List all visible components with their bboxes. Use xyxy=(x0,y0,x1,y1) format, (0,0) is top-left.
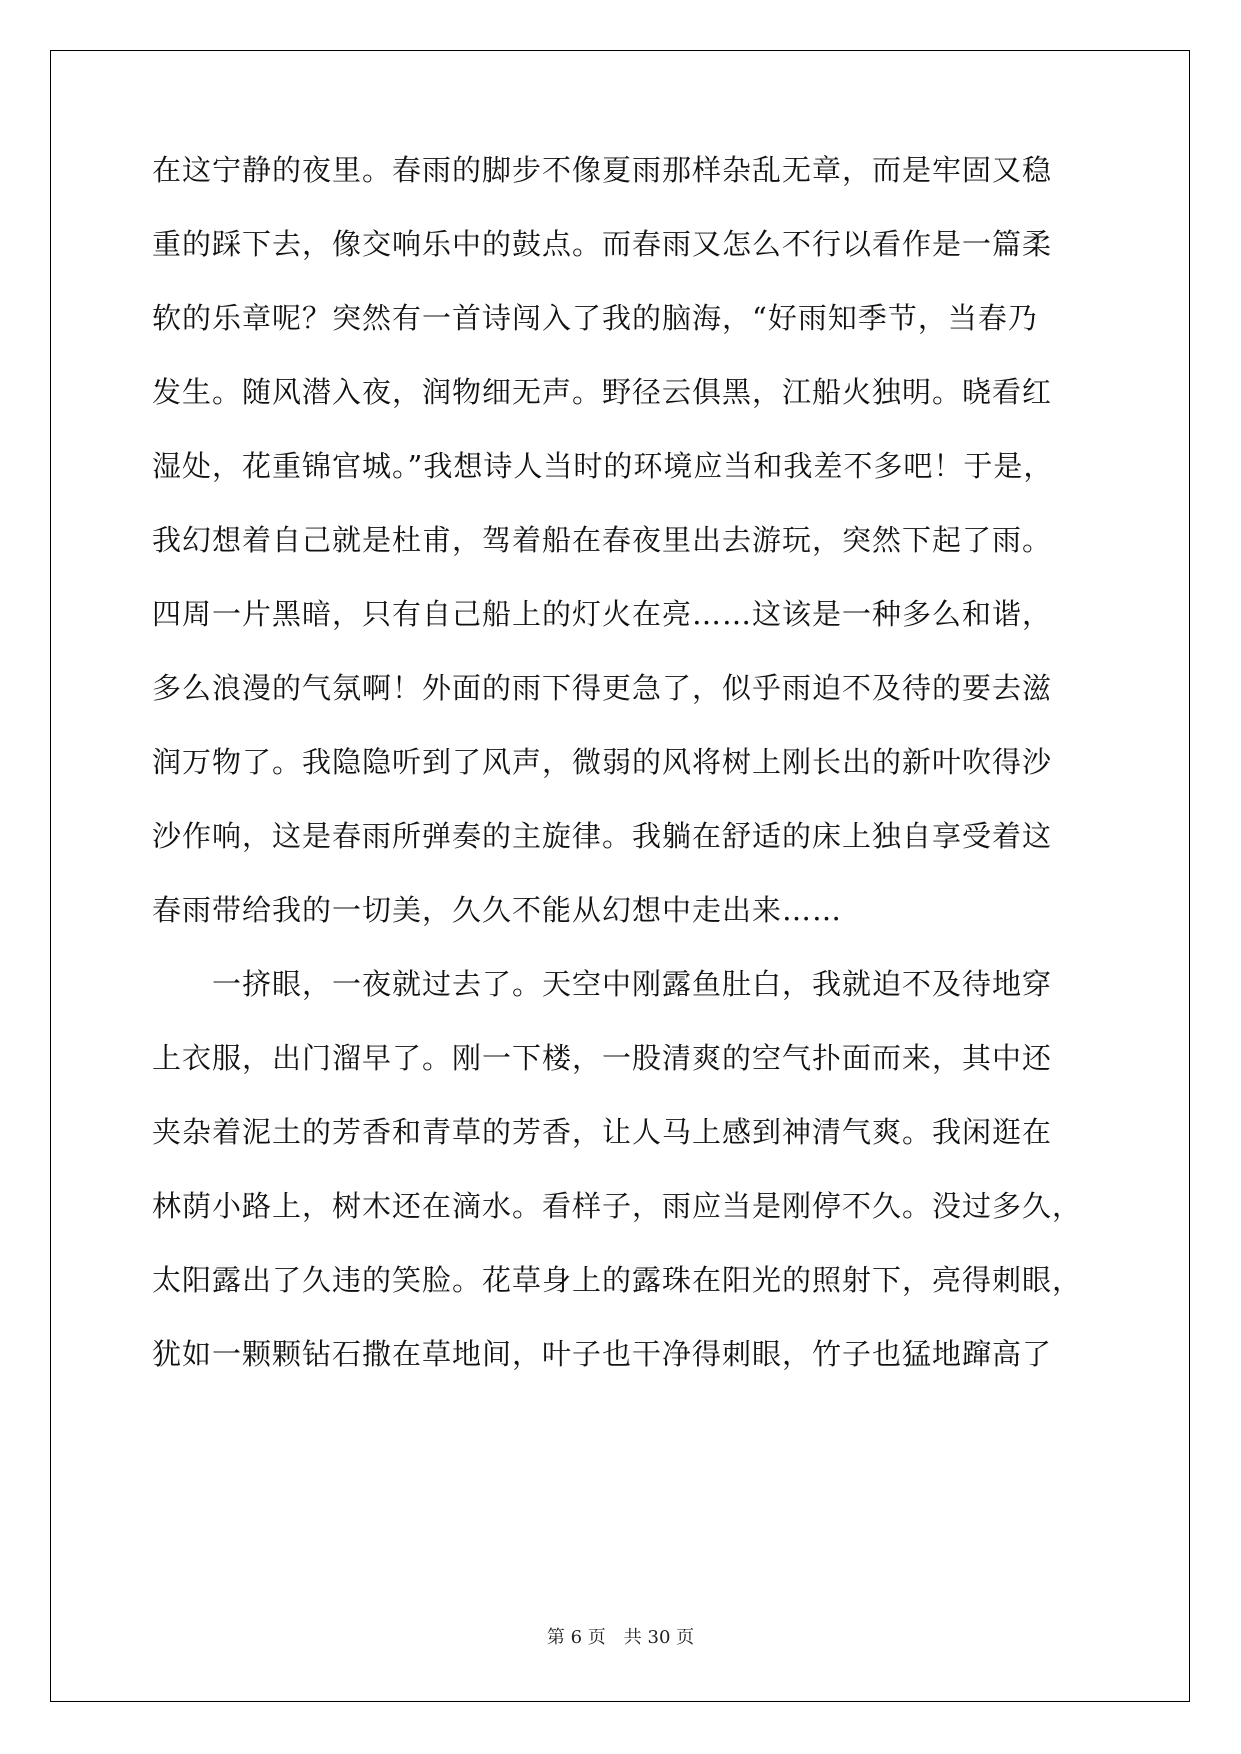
body-text-line-2: 重的踩下去，像交响乐中的鼓点。而春雨又怎么不行以看作是一篇柔 xyxy=(152,227,1053,261)
page-footer xyxy=(0,1628,1241,1648)
body-text-line-9: 润万物了。我隐隐听到了风声，微弱的风将树上刚长出的新叶吹得沙 xyxy=(152,745,1053,779)
body-text-line-4: 发生。随风潜入夜，润物细无声。野径云俱黑，江船火独明。晓看红 xyxy=(152,375,1053,409)
body-text-line-16: 太阳露出了久违的笑脸。花草身上的露珠在阳光的照射下，亮得刺眼， xyxy=(152,1263,1083,1297)
body-text-line-15: 林荫小路上，树木还在滴水。看样子，雨应当是刚停不久。没过多久， xyxy=(152,1189,1083,1223)
page-border xyxy=(50,50,1190,1702)
body-text-line-6: 我幻想着自己就是杜甫，驾着船在春夜里出去游玩，突然下起了雨。 xyxy=(152,523,1053,557)
body-text-line-12: 一挤眼，一夜就过去了。天空中刚露鱼肚白，我就迫不及待地穿 xyxy=(152,967,1053,1001)
body-text-line-5: 湿处，花重锦官城。”我想诗人当时的环境应当和我差不多吧！于是， xyxy=(152,449,1054,483)
body-text-line-7: 四周一片黑暗，只有自己船上的灯火在亮……这该是一种多么和谐， xyxy=(152,597,1053,631)
page-number: 第 6 页 xyxy=(546,1627,606,1648)
body-text-line-10: 沙作响，这是春雨所弹奏的主旋律。我躺在舒适的床上独自享受着这 xyxy=(152,819,1053,853)
body-text-line-14: 夹杂着泥土的芳香和青草的芳香，让人马上感到神清气爽。我闲逛在 xyxy=(152,1115,1053,1149)
body-text-line-13: 上衣服，出门溜早了。刚一下楼，一股清爽的空气扑面而来，其中还 xyxy=(152,1041,1053,1075)
body-text-line-17: 犹如一颗颗钻石撒在草地间，叶子也干净得刺眼，竹子也猛地蹿高了 xyxy=(152,1337,1053,1371)
body-text-line-3: 软的乐章呢？突然有一首诗闯入了我的脑海，“好雨知季节，当春乃 xyxy=(152,301,1038,335)
page-total: 共 30 页 xyxy=(623,1627,695,1648)
body-text-line-1: 在这宁静的夜里。春雨的脚步不像夏雨那样杂乱无章，而是牢固又稳 xyxy=(152,153,1053,187)
body-text-line-8: 多么浪漫的气氛啊！外面的雨下得更急了，似乎雨迫不及待的要去滋 xyxy=(152,671,1053,705)
body-text-line-11: 春雨带给我的一切美，久久不能从幻想中走出来…… xyxy=(152,893,843,927)
